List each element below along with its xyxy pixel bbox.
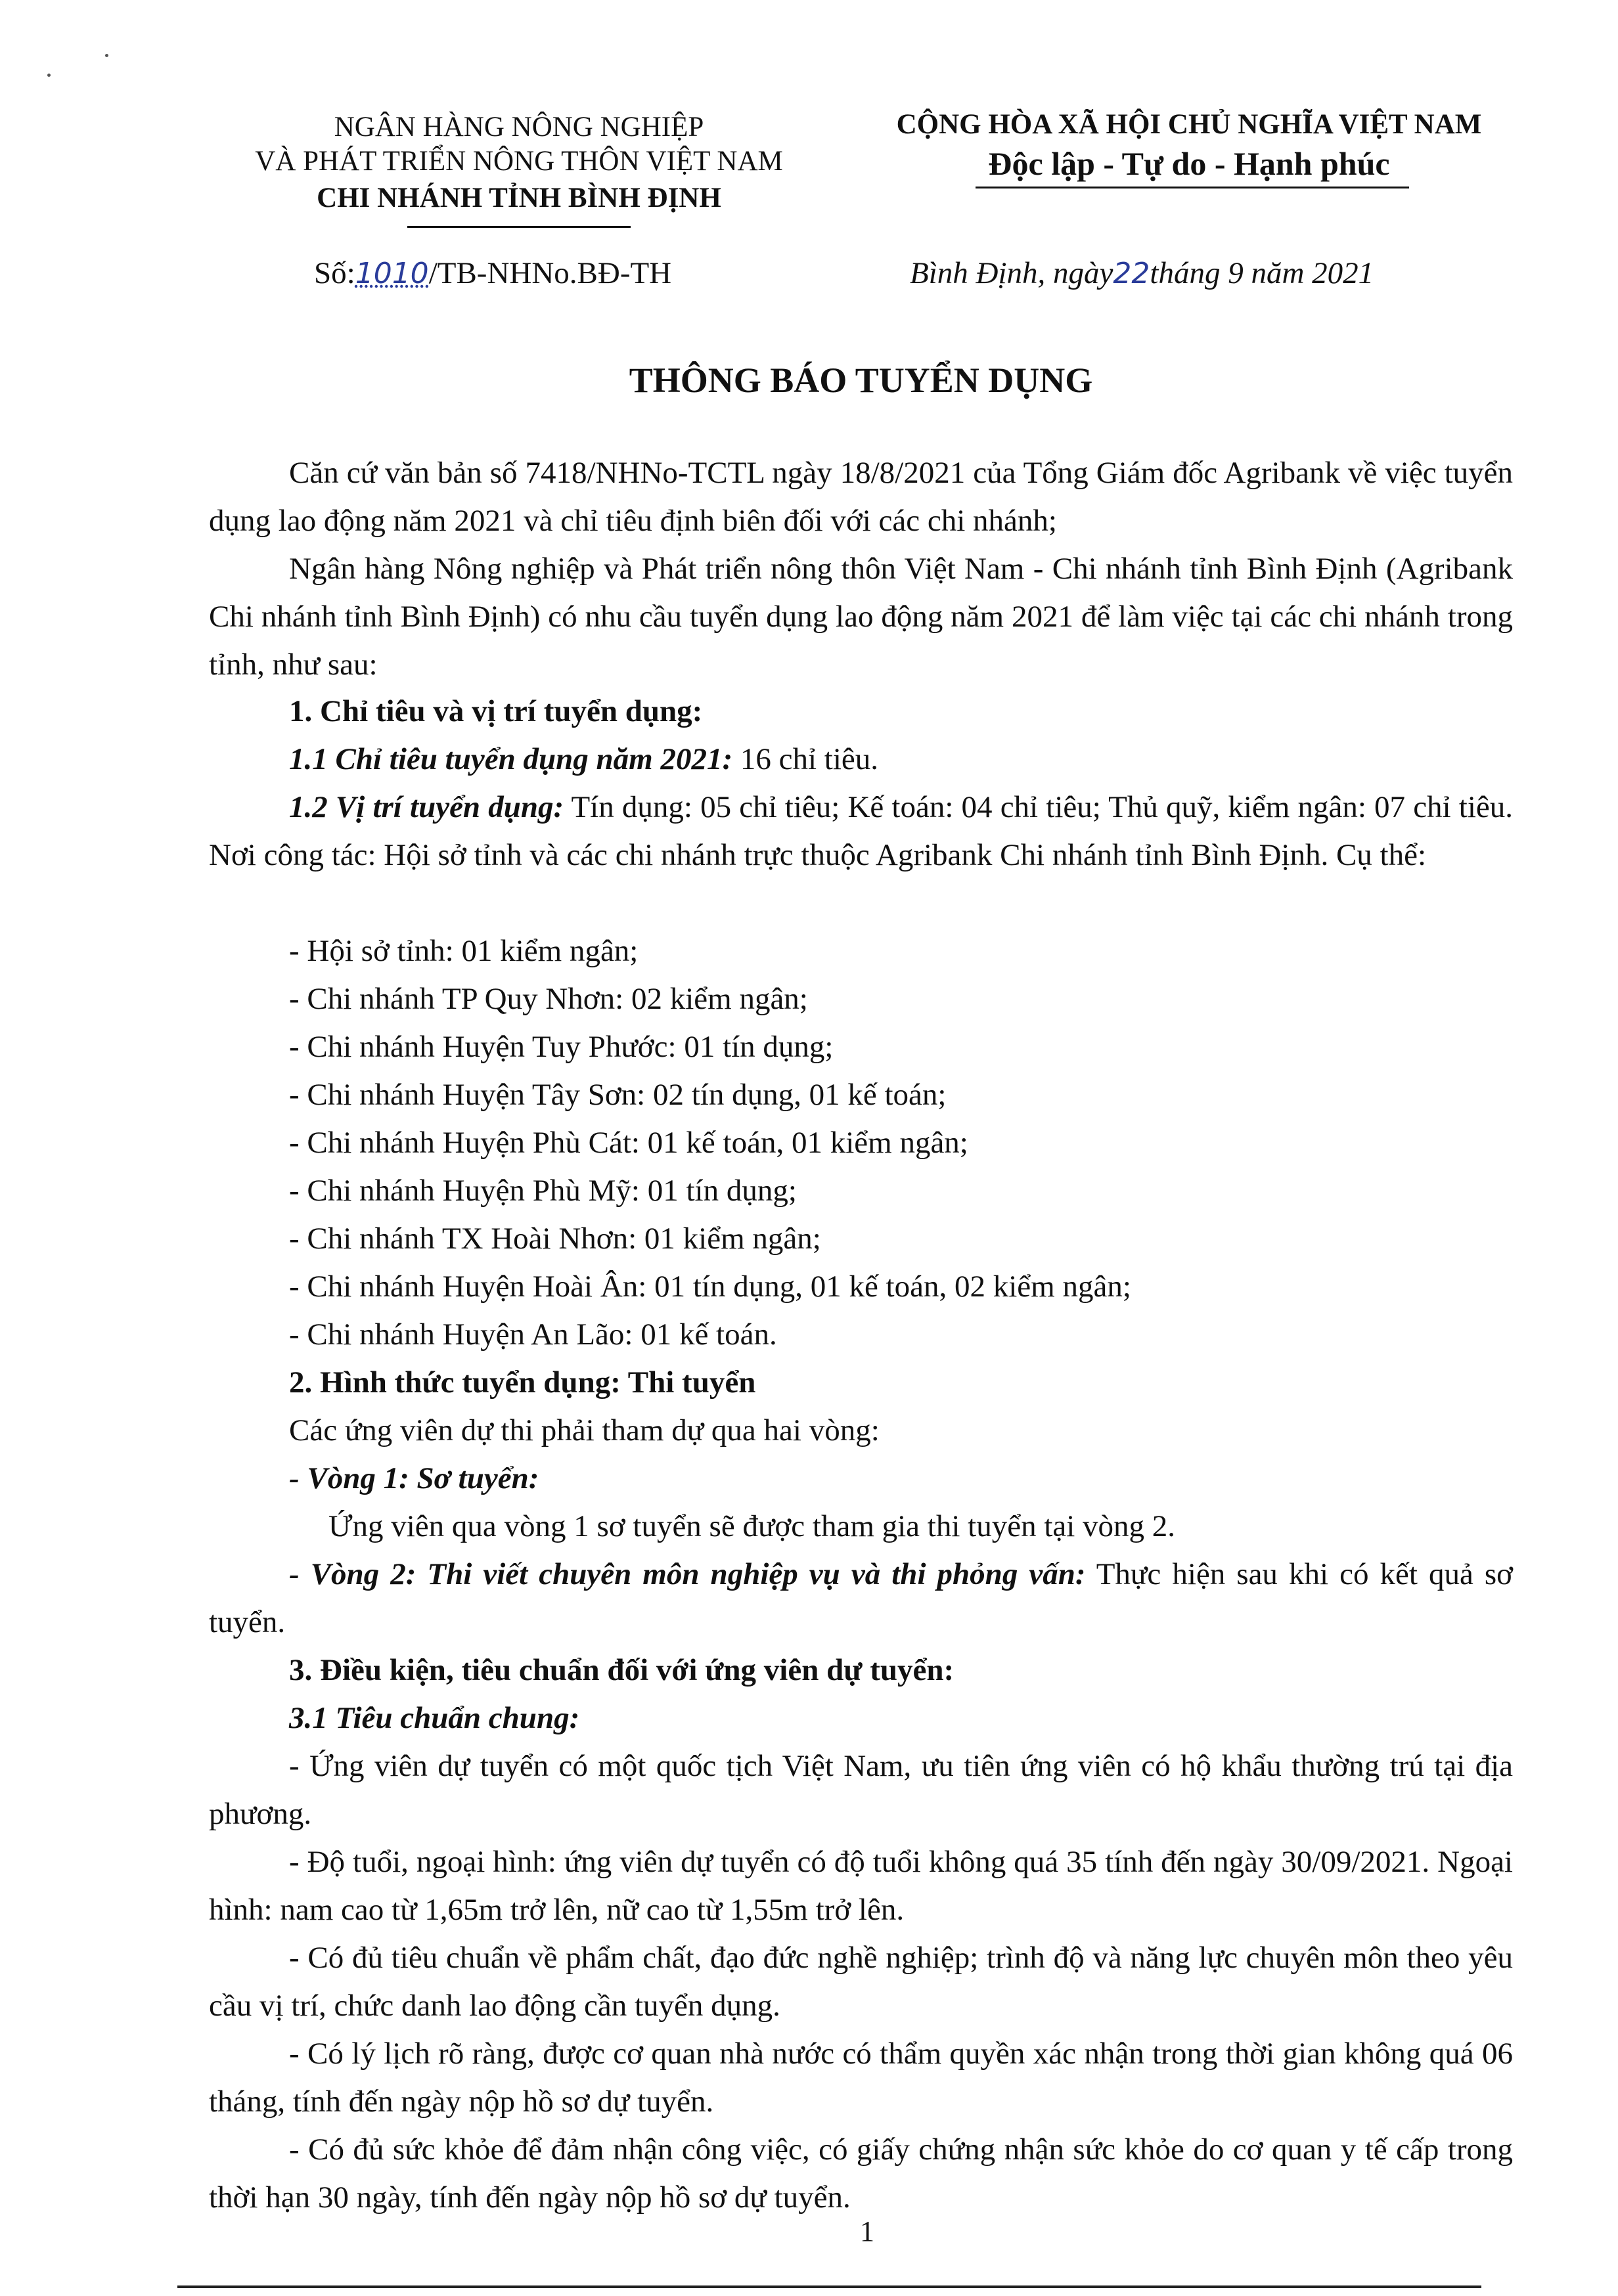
round-2-label: - Vòng 2: Thi viết chuyên môn nghiệp vụ và thi phỏng vấn:: [289, 1557, 1086, 1591]
scan-speck: [47, 74, 51, 77]
list-item: - Ứng viên dự tuyển có một quốc tịch Việt Nam, ưu tiên ứng viên có hộ khẩu thường trú tại địa phương.: [209, 1749, 1513, 1831]
doc-no-handwritten: 1010: [355, 257, 429, 290]
document-date: [910, 252, 1374, 295]
list-item: - Chi nhánh TX Hoài Nhơn: 01 kiểm ngân;: [289, 1222, 821, 1256]
round-2: [209, 1551, 1513, 1646]
scan-speck: [105, 54, 108, 57]
section-1-2-text: Tín dụng: 05 chỉ tiêu; Kế toán: 04 chỉ tiêu; Thủ quỹ, kiểm ngân: 07 chỉ tiêu. Nơi công tác: Hội sở tỉnh và các chi nhánh trực thuộc Agribank Chi nhánh tỉnh Bình Định. Cụ thể:: [209, 790, 1513, 872]
section-2-heading: 2. Hình thức tuyển dụng: Thi tuyển: [289, 1365, 756, 1400]
section-3-1-label: 3.1 Tiêu chuẩn chung:: [289, 1701, 580, 1735]
section-2-intro: Các ứng viên dự thi phải tham dự qua hai vòng:: [289, 1413, 880, 1447]
list-item: - Chi nhánh Huyện Phù Mỹ: 01 tín dụng;: [289, 1174, 797, 1208]
date-suffix: tháng 9 năm 2021: [1150, 256, 1374, 290]
doc-no-suffix: /TB-NHNo.BĐ-TH: [428, 256, 672, 290]
intro-paragraph-1: Căn cứ văn bản số 7418/NHNo-TCTL ngày 18/8/2021 của Tổng Giám đốc Agribank về việc tuyển dụng lao động năm 2021 và chỉ tiêu định biên đối với các chi nhánh;: [209, 456, 1513, 538]
date-day-handwritten: 22: [1113, 257, 1150, 290]
org-line-3: CHI NHÁNH TỈNH BÌNH ĐỊNH: [317, 183, 721, 213]
round-1-text: Ứng viên qua vòng 1 sơ tuyển sẽ được tham gia thi tuyển tại vòng 2.: [328, 1509, 1176, 1543]
section-1-2-label: 1.2 Vị trí tuyển dụng:: [289, 790, 564, 824]
list-item: - Chi nhánh Huyện Tuy Phước: 01 tín dụng;: [289, 1030, 834, 1064]
round-1-label: - Vòng 1: Sơ tuyển:: [289, 1461, 539, 1495]
list-item: - Chi nhánh Huyện Tây Sơn: 02 tín dụng, 01 kế toán;: [289, 1078, 947, 1112]
section-3-heading: 3. Điều kiện, tiêu chuẩn đối với ứng viên dự tuyển:: [289, 1653, 955, 1687]
section-1-1: [289, 736, 878, 784]
round-2-text: Thực hiện sau khi có kết quả sơ tuyển.: [209, 1557, 1514, 1639]
doc-no-prefix: Số:: [314, 256, 355, 290]
list-item: - Chi nhánh Huyện Phù Cát: 01 kế toán, 01 kiểm ngân;: [289, 1126, 968, 1160]
scan-edge-line: [177, 2285, 1481, 2288]
list-item: - Hội sở tỉnh: 01 kiểm ngân;: [289, 934, 639, 968]
list-item: - Có lý lịch rõ ràng, được cơ quan nhà nước có thẩm quyền xác nhận trong thời gian không quá 06 tháng, tính đến ngày nộp hồ sơ dự tuyển.: [209, 2037, 1513, 2119]
section-1-1-text: 16 chỉ tiêu.: [732, 742, 879, 776]
motto-underline: [976, 187, 1409, 188]
list-item: - Độ tuổi, ngoại hình: ứng viên dự tuyển có độ tuổi không quá 35 tính đến ngày 30/09/2021. Ngoại hình: nam cao từ 1,65m trở lên, nữ cao từ 1,55m trở lên.: [209, 1845, 1513, 1927]
page-number: 1: [860, 2215, 874, 2247]
section-1-1-label: 1.1 Chỉ tiêu tuyển dụng năm 2021:: [289, 742, 733, 776]
org-line-2: VÀ PHÁT TRIỂN NÔNG THÔN VIỆT NAM: [255, 146, 783, 177]
list-item: - Chi nhánh Huyện Hoài Ân: 01 tín dụng, 01 kế toán, 02 kiểm ngân;: [289, 1269, 1131, 1304]
country-line-1: CỘNG HÒA XÃ HỘI CHỦ NGHĨA VIỆT NAM: [896, 109, 1482, 140]
intro-paragraph-2: Ngân hàng Nông nghiệp và Phát triển nông thôn Việt Nam - Chi nhánh tỉnh Bình Định (Agribank Chi nhánh tỉnh Bình Định) có nhu cầu tuyển dụng lao động năm 2021 để làm việc tại các chi nhánh trong tỉnh, như sau:: [209, 552, 1513, 682]
list-item: - Chi nhánh Huyện An Lão: 01 kế toán.: [289, 1317, 777, 1352]
org-line-1: NGÂN HÀNG NÔNG NGHIỆP: [334, 112, 704, 143]
country-line-2: Độc lập - Tự do - Hạnh phúc: [988, 145, 1390, 182]
document-number: [314, 252, 671, 295]
section-1-2: [209, 784, 1513, 879]
date-prefix: Bình Định, ngày: [910, 256, 1113, 290]
document-title: THÔNG BÁO TUYỂN DỤNG: [629, 361, 1093, 400]
section-1-heading: 1. Chỉ tiêu và vị trí tuyển dụng:: [289, 694, 703, 728]
org-underline: [407, 226, 631, 228]
list-item: - Chi nhánh TP Quy Nhơn: 02 kiểm ngân;: [289, 982, 808, 1016]
list-item: - Có đủ sức khỏe để đảm nhận công việc, có giấy chứng nhận sức khỏe do cơ quan y tế cấp trong thời hạn 30 ngày, tính đến ngày nộp hồ sơ dự tuyển.: [209, 2132, 1513, 2215]
list-item: - Có đủ tiêu chuẩn về phẩm chất, đạo đức nghề nghiệp; trình độ và năng lực chuyên môn theo yêu cầu vị trí, chức danh lao động cần tuyển dụng.: [209, 1941, 1513, 2023]
